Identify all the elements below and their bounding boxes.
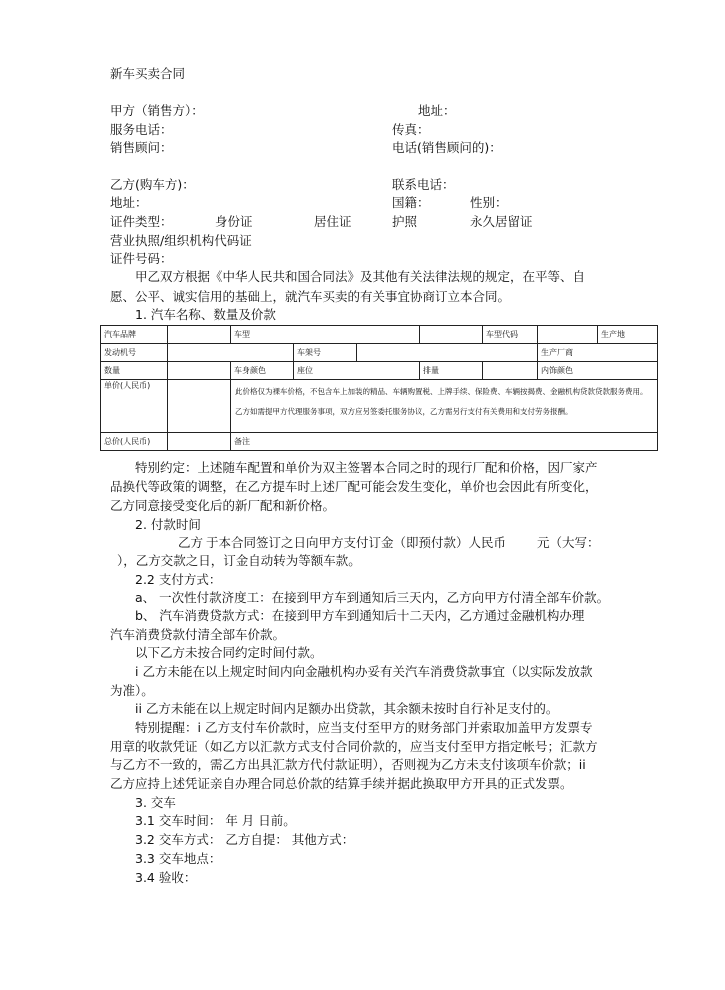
model-label: 车型 [231,326,420,344]
buyer-address-label: 地址： [110,195,148,210]
section-3-heading: 3. 交车 [135,795,176,810]
model-code-label: 车型代码 [483,326,538,344]
late-payment-i-line-2: 为准）。 [110,683,154,698]
table-row [101,362,658,380]
buyer-contact-phone-label: 联系电话： [392,177,455,192]
table-row [101,380,658,433]
intro-line-1: 甲乙双方根据《中华人民共和国合同法》及其他有关法律法规的规定，在平等、自 [135,269,586,284]
seller-address-label: 地址： [418,103,456,118]
deposit-line-2: ），乙方交款之日，订金自动转为等额车款。 [117,553,361,568]
late-payment-intro: 以下乙方未按合同约定时间付款。 [135,645,323,660]
vin-label: 车架号 [294,344,357,362]
id-option-permanent-residence: 永久居留证 [470,214,533,229]
buyer-id-number-label: 证件号码： [110,251,173,266]
intro-line-2: 愿、公平、诚实信用的基础上，就汽车买卖的有关事宜协商订立本合同。 [110,289,511,304]
late-payment-ii: ii 乙方未能在以上规定时间内足额办出贷款，其余额未按时自行补足支付的。 [135,701,559,716]
interior-color-label: 内饰颜色 [538,362,658,380]
seller-party-label: 甲方（销售方）： [110,103,204,118]
payment-option-a: a、 一次性付款济度工：在接到甲方车到通知后三天内，乙方向甲方付清全部车价款。 [135,590,610,605]
quantity-label: 数量 [101,362,168,380]
acceptance: 3.4 验收： [135,870,197,885]
deposit-line-1c: 元（大写： [537,535,600,550]
special-agreement-line-2: 品换代等政策的调整，在乙方提车时上述厂配可能会发生变化，单价也会因此有所变化， [110,479,598,494]
buyer-nationality-label: 国籍： [392,195,430,210]
unit-price-label: 单价(人民币) [101,380,168,433]
buyer-gender-label: 性别： [470,195,508,210]
seller-service-phone-label: 服务电话： [110,122,173,137]
delivery-time: 3.1 交车时间： 年 月 日前。 [135,813,296,828]
color-label: 车身颜色 [231,362,294,380]
id-option-residence-permit: 居住证 [314,214,352,229]
document-title: 新车买卖合同 [110,66,186,81]
price-note: 此价格仅为裸车价格，不包含车上加装的精品、车辆购置税、上牌手续、保险费、车辆按揭费、金融机构贷款贷款服务费用。乙方如需提甲方代理服务事项，双方应另签委托服务协议，乙方需另行支付有关费用和支付劳务报酬。 [231,380,658,433]
buyer-id-type-label: 证件类型： [110,214,173,229]
id-option-passport: 护照 [392,214,418,229]
payment-option-b-line-1: b、 汽车消费贷款方式：在接到甲方车到通知后十二天内，乙方通过金融机构办理 [135,608,585,623]
special-agreement-line-1: 特别约定：上述随车配置和单价为双主签署本合同之时的现行厂配和价格，因厂家产 [135,460,598,475]
vehicle-spec-table [100,325,658,451]
table-row [101,433,658,451]
special-reminder-line-4: 乙方应持上述凭证亲自办理合同总价款的结算手续并据此换取甲方开具的正式发票。 [110,776,573,791]
payment-method-heading: 2.2 支付方式： [135,572,222,587]
seller-consultant-phone-label: 电话(销售顾问的)： [392,140,502,155]
special-reminder-line-1: 特别提醒：i 乙方支付车价款时，应当支付至甲方的财务部门并索取加盖甲方发票专 [135,720,593,735]
section-2-heading: 2. 付款时间 [135,517,201,532]
deposit-line-1b: 于本合同签订之日向甲方支付订金（即预付款）人民币 [206,535,507,550]
seller-consultant-label: 销售顾问： [110,140,173,155]
special-reminder-line-3: 与乙方不一致的，需乙方出具汇款方代付款证明），否则视为乙方未支付该项车价款；ii [110,757,586,772]
seats-label: 座位 [294,362,420,380]
table-row [101,326,658,344]
delivery-method: 3.2 交车方式： 乙方自提： 其他方式： [135,832,355,847]
id-option-id-card: 身份证 [215,214,253,229]
delivery-place: 3.3 交车地点： [135,851,222,866]
remark-label: 备注 [231,433,658,451]
factory-label: 生产厂商 [538,344,658,362]
id-option-business-license: 营业执照/组织机构代码证 [110,233,252,248]
special-reminder-line-2: 用章的收款凭证（如乙方以汇款方式支付合同价款的，应当支付至甲方指定帐号；汇款方 [110,739,598,754]
buyer-party-label: 乙方(购车方)： [110,177,195,192]
deposit-line-1a: 乙方 [178,535,204,550]
seller-fax-label: 传真： [392,122,430,137]
displacement-label: 排量 [420,362,483,380]
payment-option-b-line-2: 汽车消费贷款付清全部车价款。 [110,627,286,642]
total-price-label: 总价(人民币) [101,433,168,451]
special-agreement-line-3: 乙方同意接受变化后的新厂配和新价格。 [110,498,336,513]
table-row [101,344,658,362]
section-1-heading: 1. 汽车名称、数量及价款 [135,307,276,322]
brand-label: 汽车品牌 [101,326,168,344]
engine-no-label: 发动机号 [101,344,168,362]
producer-label: 生产地 [598,326,658,344]
late-payment-i-line-1: i 乙方未能在以上规定时间内向金融机构办妥有关汽车消费贷款事宜（以实际发放款 [135,664,593,679]
